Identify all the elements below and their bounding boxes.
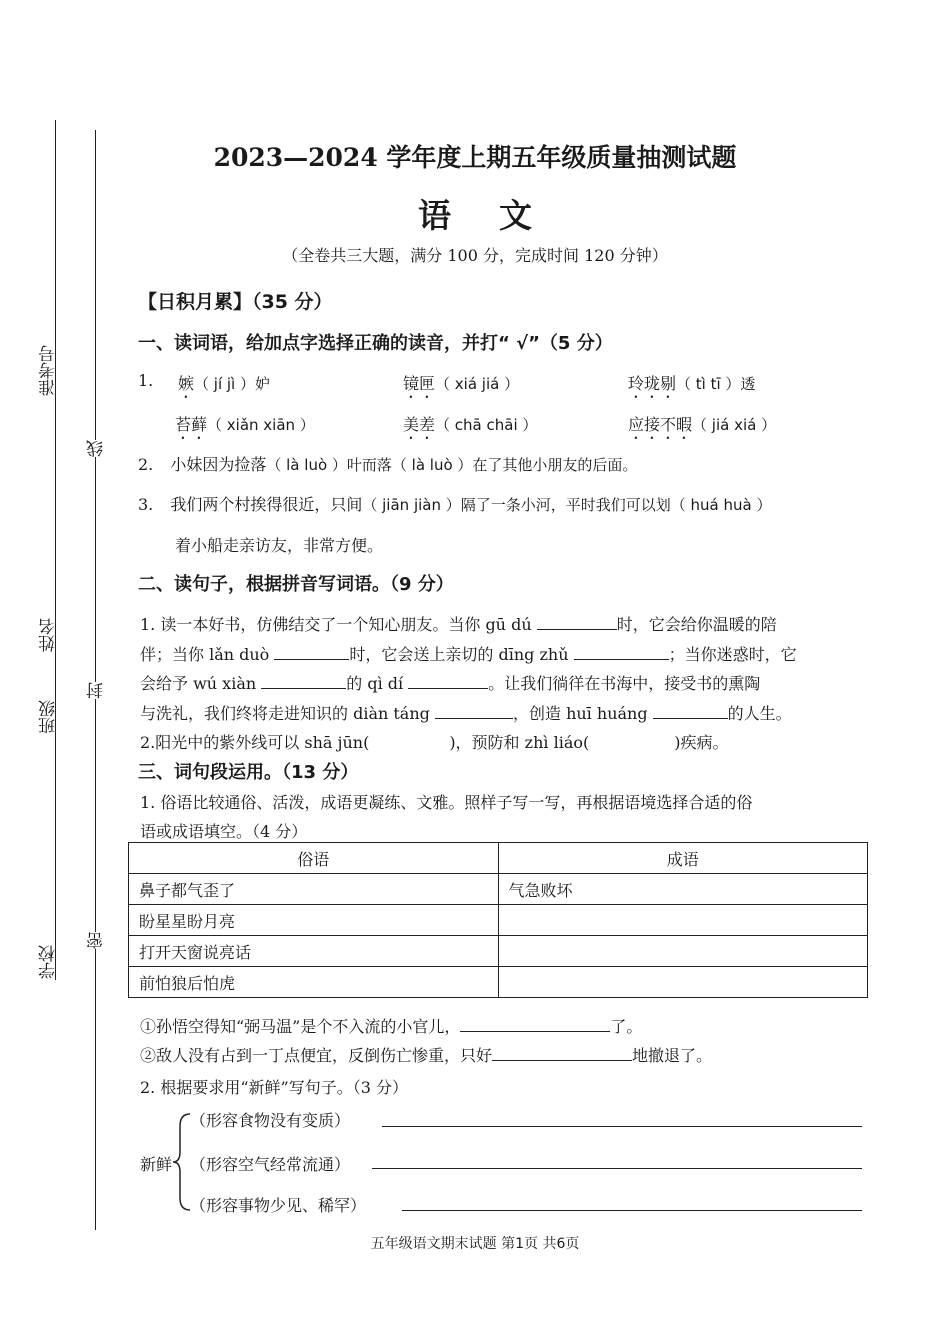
- table-cell-answer[interactable]: [498, 936, 868, 967]
- answer-blank[interactable]: [574, 643, 669, 660]
- q2-line-2: [140, 642, 797, 665]
- table-cell: 盼星星盼月亮: [129, 905, 499, 936]
- q1-item-2: [138, 452, 637, 475]
- school-label: 学校: [39, 945, 59, 979]
- usage-option-1: （形容食物没有变质）: [190, 1111, 351, 1130]
- q1-word-1: [178, 371, 270, 402]
- q2-line-4: [140, 701, 792, 724]
- q1-s3c: （ huá huà ）: [670, 496, 772, 514]
- name-label: 姓名: [39, 618, 59, 652]
- class-label: 班级: [39, 700, 59, 734]
- question-3-heading: 三、词句段运用。（13 分）: [138, 762, 359, 783]
- q2-l5b: )，预防和 zhì liáo(: [449, 733, 590, 752]
- table-row: [129, 874, 868, 905]
- fill-1b: 了。: [610, 1017, 643, 1036]
- usage-option-2: （形容空气经常流通）: [190, 1155, 351, 1174]
- seal-mark-secret: 密: [84, 932, 109, 949]
- q2-l1a: 1. 读一本好书，仿佛结交了一个知心朋友。当你 gū dú: [140, 615, 537, 634]
- answer-blank[interactable]: [460, 1015, 610, 1032]
- keyword: 新鲜: [140, 1155, 173, 1174]
- q1-w3-options: （ tì tī ）透: [676, 375, 756, 393]
- section-heading: 【日积月累】（35 分）: [138, 291, 333, 313]
- table-cell-answer[interactable]: [498, 905, 868, 936]
- answer-line[interactable]: [382, 1126, 862, 1127]
- q1-item-3-cont: 着小船走亲访友，非常方便。: [175, 536, 384, 555]
- q1-w1-options: （ jí jì ）妒: [194, 375, 270, 393]
- q2-l4b: ，创造 huī huáng: [512, 704, 653, 723]
- q2-l2b: 时，它会送上亲切的 dīng zhǔ: [349, 645, 574, 664]
- q1-w4-options: （ xiǎn xiān ）: [207, 416, 315, 434]
- question-2-heading: 二、读句子，根据拼音写词语。（9 分）: [138, 574, 454, 595]
- q1-w2-options: （ xiá jiá ）: [435, 375, 520, 393]
- q1-word-3: [628, 371, 755, 402]
- q2-l4c: 的人生。: [727, 704, 792, 723]
- answer-blank[interactable]: [537, 613, 617, 630]
- table-header-row: [129, 843, 868, 874]
- q2-line-5: [140, 730, 728, 753]
- q1-s3b: （ jiān jiàn ）隔了一条小河，平时我们可以划: [362, 496, 671, 514]
- fill-1a: ①孙悟空得知“弼马温”是个不入流的小官儿，: [140, 1017, 461, 1036]
- usage-option-3: （形容事物少见、稀罕）: [190, 1196, 367, 1215]
- q2-l3a: 会给予 wú xiàn: [140, 674, 262, 693]
- q2-l3c: 。让我们徜徉在书海中，接受书的熏陶: [488, 674, 761, 693]
- q3-question-2: 2. 根据要求用“新鲜”写句子。（3 分）: [140, 1078, 408, 1097]
- q1-s2b: （ là luò ）叶而落: [266, 456, 392, 474]
- q1-w4: 苔藓: [175, 415, 208, 434]
- table-row: [129, 967, 868, 998]
- table-cell: 前怕狼后怕虎: [129, 967, 499, 998]
- q2-line-3: [140, 671, 760, 694]
- brace-icon: [172, 1112, 192, 1212]
- binding-line-inner: [95, 130, 96, 1230]
- exam-title: 2023—2024 学年度上期五年级质量抽测试题: [213, 143, 737, 172]
- q1-num2: 2.: [138, 455, 154, 474]
- answer-blank[interactable]: [274, 643, 349, 660]
- exam-note: （全卷共三大题，满分 100 分，完成时间 120 分钟）: [282, 246, 668, 265]
- table-header: 成语: [498, 843, 868, 874]
- answer-blank[interactable]: [435, 702, 513, 719]
- q3-intro-line-1: 1. 俗语比较通俗、活泼，成语更凝练、文雅。照样子写一写，再根据语境选择合适的俗: [140, 793, 753, 812]
- q1-item-3: [138, 492, 771, 515]
- q2-l2a: 伴；当你 lǎn duò: [140, 645, 275, 664]
- q1-w6: 应接不暇: [628, 415, 693, 434]
- q1-w5: 美差: [403, 415, 436, 434]
- idiom-table: [128, 842, 868, 998]
- seal-mark-line: 线: [84, 440, 109, 457]
- page-footer: 五年级语文期末试题 第1页 共6页: [370, 1236, 580, 1252]
- fill-sentence-1: [140, 1014, 642, 1037]
- q2-l2c: ；当你迷惑时，它: [668, 645, 797, 664]
- table-cell: 打开天窗说亮话: [129, 936, 499, 967]
- fill-2b: 地撤退了。: [632, 1046, 713, 1065]
- q1-w5-options: （ chā chāi ）: [435, 416, 538, 434]
- q3-intro-line-2: 语或成语填空。（4 分）: [140, 822, 308, 841]
- q2-l4a: 与洗礼，我们终将走进知识的 diàn táng: [140, 704, 435, 723]
- q1-word-2: [403, 371, 519, 402]
- q1-word-4: [175, 412, 315, 443]
- table-cell-answer[interactable]: [498, 967, 868, 998]
- question-1-heading: 一、读词语，给加点字选择正确的读音，并打“ √”（5 分）: [138, 333, 613, 354]
- q1-w1: 嫉: [178, 374, 195, 393]
- q2-l3b: 的 qì dí: [346, 674, 409, 693]
- q1-num3: 3.: [138, 495, 154, 514]
- answer-blank[interactable]: [408, 672, 488, 689]
- q2-line-1: [140, 612, 777, 635]
- table-cell: 鼻子都气歪了: [129, 874, 499, 905]
- q1-s2a: 小妹因为捡落: [170, 455, 267, 474]
- table-cell: 气急败坏: [498, 874, 868, 905]
- q2-l5a: 2.阳光中的紫外线可以 shā jūn(: [140, 733, 370, 752]
- q1-word-6: [628, 412, 776, 443]
- admission-number-label: 准考号: [39, 345, 59, 396]
- q1-w3: 玲珑剔: [628, 374, 677, 393]
- q1-word-5: [403, 412, 537, 443]
- fill-sentence-2: [140, 1043, 712, 1066]
- q1-s3a: 我们两个村挨得很近，只间: [170, 495, 363, 514]
- q2-l5c: )疾病。: [674, 733, 729, 752]
- subject-title: 语文: [418, 196, 580, 235]
- answer-blank[interactable]: [653, 702, 728, 719]
- seal-mark-seal: 封: [84, 682, 109, 699]
- table-row: [129, 936, 868, 967]
- answer-line[interactable]: [372, 1168, 862, 1169]
- fill-2a: ②敌人没有占到一丁点便宜，反倒伤亡惨重，只好: [140, 1046, 493, 1065]
- table-row: [129, 905, 868, 936]
- answer-line[interactable]: [402, 1210, 862, 1211]
- q1-w2: 镜匣: [403, 374, 436, 393]
- answer-blank[interactable]: [261, 672, 346, 689]
- q1-num: 1.: [138, 371, 154, 390]
- table-header: 俗语: [129, 843, 499, 874]
- q2-l1b: 时，它会给你温暖的陪: [616, 615, 777, 634]
- q1-s2c: （ là luò ）在了其他小朋友的后面。: [391, 456, 638, 474]
- answer-blank[interactable]: [492, 1044, 632, 1061]
- q1-w6-options: （ jiá xiá ）: [692, 416, 777, 434]
- q1-row1: [138, 371, 153, 390]
